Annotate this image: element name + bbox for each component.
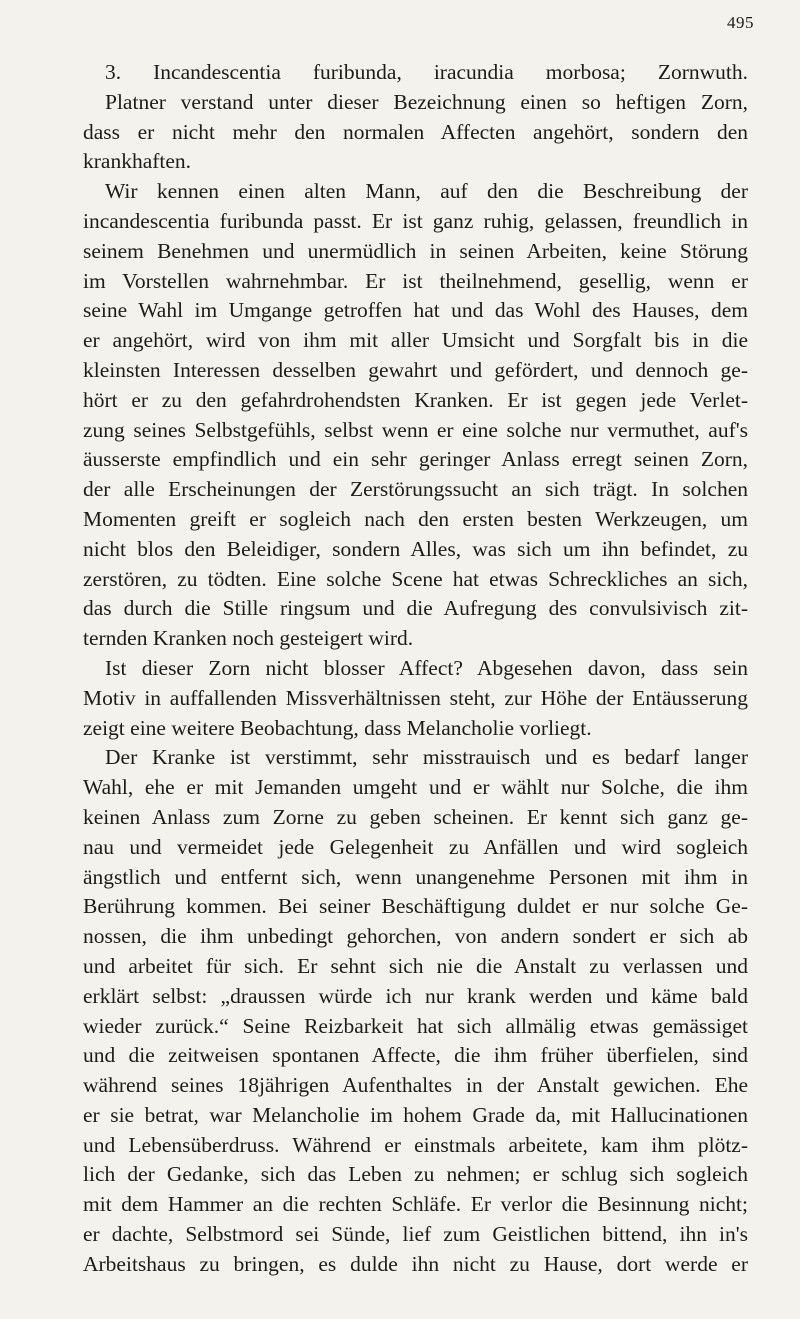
text-line: zerstören, zu tödten. Eine solche Scene hat etwas Schreckliches an sich, — [83, 566, 748, 591]
text-line: erklärt selbst: „draussen würde ich nur krank werden und käme bald — [83, 983, 748, 1008]
text-line: nau und vermeidet jede Gelegenheit zu Anfällen und wird sogleich — [83, 834, 748, 859]
text-line: zeigt eine weitere Beobachtung, dass Melancholie vorliegt. — [83, 715, 592, 740]
text-line: krankhaften. — [83, 149, 192, 174]
text-line: im Vorstellen wahrnehmbar. Er ist theilnehmend, gesellig, wenn er — [83, 268, 748, 293]
body-text — [83, 58, 748, 1280]
text-line: seine Wahl im Umgange getroffen hat und das Wohl des Hauses, dem — [83, 298, 748, 323]
text-line: der alle Erscheinungen der Zerstörungssucht an sich trägt. In solchen — [83, 477, 748, 502]
text-line: 3. Incandescentia furibunda, iracundia morbosa; Zornwuth. — [105, 60, 748, 84]
text-line: er angehört, wird von ihm mit aller Umsicht und Sorgfalt bis in die — [83, 328, 748, 353]
text-line: ängstlich und entfernt sich, wenn unangenehme Personen mit ihm in — [83, 864, 748, 889]
text-line: seinem Benehmen und unermüdlich in seinen Arbeiten, keine Störung — [83, 238, 748, 263]
text-line: er dachte, Selbstmord sei Sünde, lief zum Geistlichen bittend, ihn in's — [83, 1222, 748, 1247]
text-line: wieder zurück.“ Seine Reizbarkeit hat sich allmälig etwas gemässiget — [83, 1013, 748, 1038]
text-line: Ist dieser Zorn nicht blosser Affect? Abgesehen davon, dass sein — [105, 655, 748, 680]
text-line: äusserste empfindlich und ein sehr geringer Anlass erregt seinen Zorn, — [83, 447, 748, 472]
text-line: Der Kranke ist verstimmt, sehr misstrauisch und es bedarf langer — [105, 745, 748, 770]
text-line: dass er nicht mehr den normalen Affecten angehört, sondern den — [83, 119, 748, 144]
text-line: keinen Anlass zum Zorne zu geben scheinen. Er kennt sich ganz ge- — [83, 804, 748, 829]
text-line: mit dem Hammer an die rechten Schläfe. Er verlor die Besinnung nicht; — [83, 1192, 748, 1217]
text-line: incandescentia furibunda passt. Er ist ganz ruhig, gelassen, freundlich in — [83, 208, 748, 233]
text-line: hört er zu den gefahrdrohendsten Kranken. Er ist gegen jede Verlet- — [83, 387, 748, 412]
text-line: zung seines Selbstgefühls, selbst wenn er eine solche nur vermuthet, auf's — [83, 417, 748, 442]
page-number: 495 — [727, 13, 754, 32]
text-line: und Lebensüberdruss. Während er einstmals arbeitete, kam ihm plötz- — [83, 1132, 748, 1157]
text-line: und arbeitet für sich. Er sehnt sich nie die Anstalt zu verlassen und — [83, 953, 748, 978]
text-line: er sie betrat, war Melancholie im hohem Grade da, mit Hallucinationen — [83, 1102, 748, 1127]
text-line: Berührung kommen. Bei seiner Beschäftigung duldet er nur solche Ge- — [83, 894, 748, 919]
text-line: Motiv in auffallenden Missverhältnissen steht, zur Höhe der Entäusserung — [83, 685, 748, 710]
text-line: Momenten greift er sogleich nach den ersten besten Werkzeugen, um — [83, 506, 748, 531]
text-line: lich der Gedanke, sich das Leben zu nehmen; er schlug sich sogleich — [83, 1162, 748, 1187]
text-line: kleinsten Interessen desselben gewahrt und gefördert, und dennoch ge- — [83, 357, 748, 382]
text-line: das durch die Stille ringsum und die Aufregung des convulsivisch zit- — [83, 596, 748, 621]
text-line: Wahl, ehe er mit Jemanden umgeht und er wählt nur Solche, die ihm — [83, 775, 748, 800]
text-line: während seines 18jährigen Aufenthaltes in der Anstalt gewichen. Ehe — [83, 1073, 748, 1098]
text-line: Wir kennen einen alten Mann, auf den die Beschreibung der — [105, 179, 748, 204]
text-line: nicht blos den Beleidiger, sondern Alles, was sich um ihn befindet, zu — [83, 536, 748, 561]
text-line: Platner verstand unter dieser Bezeichnung einen so heftigen Zorn, — [105, 89, 748, 114]
text-line: Arbeitshaus zu bringen, es dulde ihn nicht zu Hause, dort werde er — [83, 1251, 748, 1276]
text-line: und die zeitweisen spontanen Affecte, die ihm früher überfielen, sind — [83, 1043, 748, 1068]
text-line: nossen, die ihm unbedingt gehorchen, von andern sondert er sich ab — [83, 924, 748, 949]
text-line: ternden Kranken noch gesteigert wird. — [83, 626, 414, 651]
